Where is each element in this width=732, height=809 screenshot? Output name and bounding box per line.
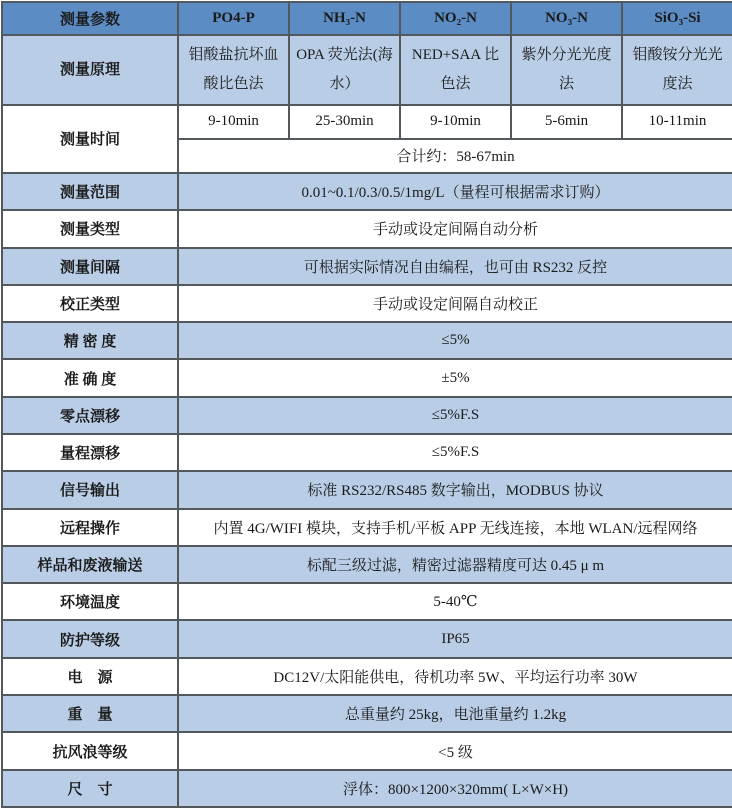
principle-value: NED+SAA 比色法: [400, 35, 511, 104]
header-param-label: 测量参数: [2, 2, 178, 35]
row-value: 标配三级过滤，精密过滤器精度可达 0.45 μ m: [178, 546, 732, 583]
row-label: 抗风浪等级: [2, 732, 178, 769]
time-row: [2, 105, 732, 139]
row-value: 0.01~0.1/0.3/0.5/1mg/L（量程可根据需求订购）: [178, 173, 732, 210]
row-label: 样品和废液输送: [2, 546, 178, 583]
header-row: [2, 2, 732, 35]
spec-row: [2, 397, 732, 434]
row-value: 手动或设定间隔自动分析: [178, 210, 732, 247]
row-value: 手动或设定间隔自动校正: [178, 285, 732, 322]
spec-row: [2, 210, 732, 247]
row-label: 测量范围: [2, 173, 178, 210]
row-label: 精 密 度: [2, 322, 178, 359]
row-value: 总重量约 25kg，电池重量约 1.2kg: [178, 695, 732, 732]
row-label: 准 确 度: [2, 359, 178, 396]
spec-row: [2, 509, 732, 546]
header-col-po4p: PO4-P: [178, 2, 289, 35]
time-value: 25-30min: [289, 105, 400, 139]
principle-value: 紫外分光光度法: [511, 35, 622, 104]
row-label: 电 源: [2, 658, 178, 695]
principle-row: [2, 35, 732, 104]
row-label: 重 量: [2, 695, 178, 732]
row-label: 尺 寸: [2, 770, 178, 807]
header-col-sio3si: SiO₃-Si: [622, 2, 732, 35]
principle-value: 钼酸铵分光光度法: [622, 35, 732, 104]
time-value: 10-11min: [622, 105, 732, 139]
spec-row: [2, 770, 732, 807]
row-label: 防护等级: [2, 620, 178, 657]
row-label: 测量类型: [2, 210, 178, 247]
row-value: ±5%: [178, 359, 732, 396]
principle-value: 钼酸盐抗坏血酸比色法: [178, 35, 289, 104]
time-value: 5-6min: [511, 105, 622, 139]
row-label: 环境温度: [2, 583, 178, 620]
spec-row: [2, 471, 732, 508]
spec-row: [2, 434, 732, 471]
time-value: 9-10min: [178, 105, 289, 139]
time-value: 9-10min: [400, 105, 511, 139]
row-label: 信号输出: [2, 471, 178, 508]
row-value: 5-40℃: [178, 583, 732, 620]
spec-row: [2, 173, 732, 210]
row-label: 量程漂移: [2, 434, 178, 471]
row-label: 校正类型: [2, 285, 178, 322]
spec-row: [2, 546, 732, 583]
row-value: ≤5%F.S: [178, 434, 732, 471]
header-col-no2n: NO₂-N: [400, 2, 511, 35]
row-label: 测量原理: [2, 35, 178, 104]
row-label: 零点漂移: [2, 397, 178, 434]
spec-row: [2, 658, 732, 695]
row-value: 浮体：800×1200×320mm( L×W×H): [178, 770, 732, 807]
row-label: 测量时间: [2, 105, 178, 173]
header-col-no3n: NO₃-N: [511, 2, 622, 35]
row-value: 内置 4G/WIFI 模块，支持手机/平板 APP 无线连接，本地 WLAN/远程网络: [178, 509, 732, 546]
row-value: <5 级: [178, 732, 732, 769]
row-label: 测量间隔: [2, 248, 178, 285]
spec-row: [2, 620, 732, 657]
time-total-value: 合计约：58-67min: [178, 139, 732, 173]
row-value: 可根据实际情况自由编程，也可由 RS232 反控: [178, 248, 732, 285]
spec-row: [2, 248, 732, 285]
row-value: ≤5%F.S: [178, 397, 732, 434]
principle-value: OPA 荧光法(海水）: [289, 35, 400, 104]
row-value: DC12V/太阳能供电，待机功率 5W、平均运行功率 30W: [178, 658, 732, 695]
row-value: 标准 RS232/RS485 数字输出，MODBUS 协议: [178, 471, 732, 508]
spec-row: [2, 695, 732, 732]
spec-table: [1, 1, 732, 808]
row-value: ≤5%: [178, 322, 732, 359]
spec-row: [2, 583, 732, 620]
row-label: 远程操作: [2, 509, 178, 546]
spec-row: [2, 322, 732, 359]
spec-row: [2, 359, 732, 396]
spec-row: [2, 732, 732, 769]
header-col-nh3n: NH₃-N: [289, 2, 400, 35]
spec-row: [2, 285, 732, 322]
row-value: IP65: [178, 620, 732, 657]
